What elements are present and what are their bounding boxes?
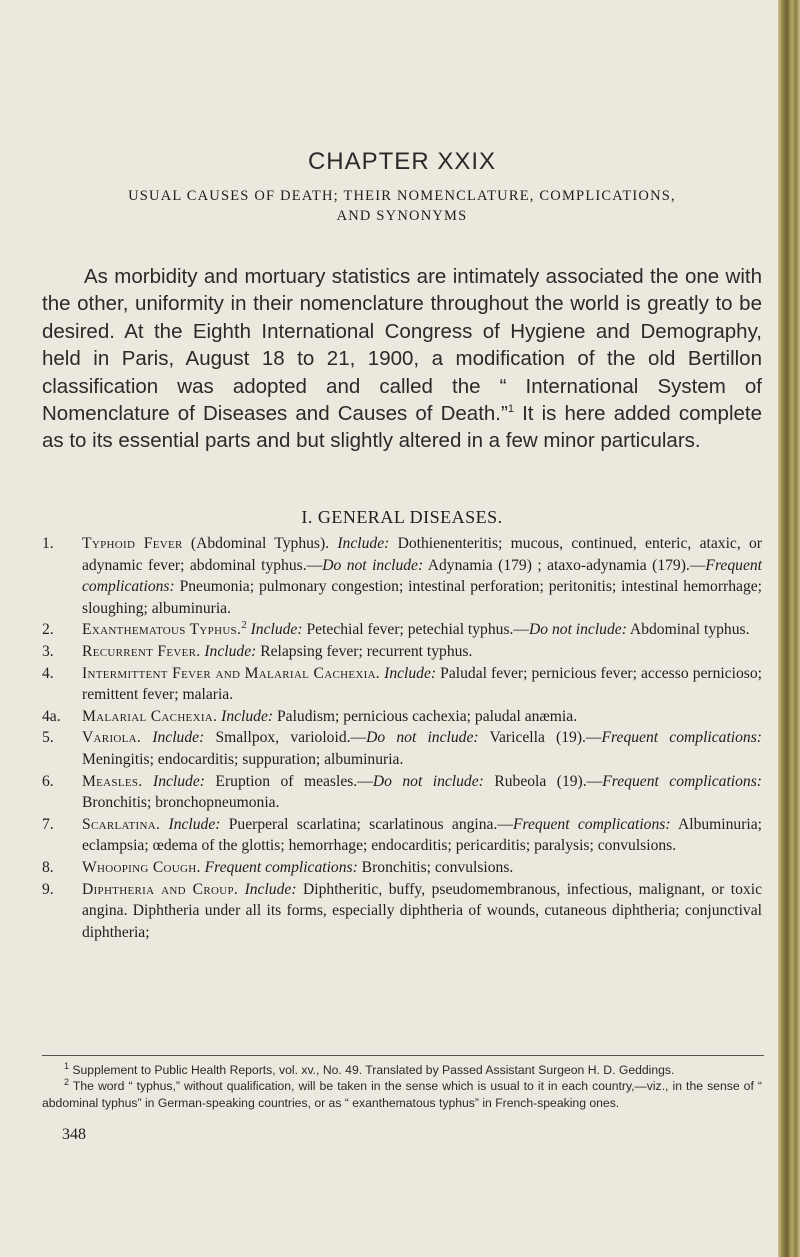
entry-text: Bronchitis; bronchopneumonia. [82,794,280,812]
entry-text: Abdominal typhus. [626,621,750,639]
entry-text: Bronchitis; convulsions. [357,858,514,876]
entry-text: Adynamia (179) ; ataxo-adynamia (179).— [423,556,706,574]
entry-number: 5. [42,729,54,747]
disease-name: Variola. [82,729,142,747]
chapter-subtitle [42,186,762,226]
disease-entry [42,663,762,706]
entry-label: Include: [337,535,390,552]
entry-text: Eruption of measles.— [204,772,373,790]
entry-number: 4. [42,664,54,682]
entry-label: Include: [250,621,303,639]
book-page [42,0,762,1257]
disease-name: Scarlatina. [82,815,161,833]
entry-text: Varicella (19).— [478,729,602,747]
disease-name: Malarial Cachexia. [82,707,218,725]
disease-name: Exanthematous Typhus. [82,621,242,639]
entry-number: 7. [42,815,54,833]
entry-label: Frequent complications: [82,556,763,596]
entry-label: Include: [168,815,221,833]
disease-entry [42,727,762,770]
entry-label: Include: [204,642,257,660]
entry-text: Rubeola (19).— [483,772,603,790]
page-number: 348 [62,1126,86,1143]
intro-text-continued: It is here added complete as to its essential parts and but slightly altered in a few minor particulars. [42,402,763,453]
entry-label: Do not include: [529,621,627,639]
intro-text: As morbidity and mortuary statistics are intimately associated the one with the other, uniformity in their nomenclature throughout the world is greatly to be desired. At the Eighth International Congress of Hygiene and Demography, held in Paris, August 18 to 21, 1900, a modification of the old Bertillon classification was adopted and called the “ International System of Nomenclature of Diseases and Causes of Death.” [42,265,762,426]
entry-text: Relapsing fever; recurrent typhus. [256,642,473,660]
disease-entry [42,706,762,728]
disease-entry [42,641,762,663]
footnote [42,1078,762,1111]
entry-label: Do not include: [366,729,479,747]
entry-text [141,729,152,746]
disease-entry [42,771,762,814]
entry-number: 1. [42,535,54,552]
disease-entry [42,814,762,857]
disease-entry [42,857,762,879]
entry-label: Include: [153,772,205,790]
entry-number: 4a. [42,707,61,725]
footnote-mark: 2 [64,1077,70,1088]
entry-label: Frequent complications: [204,858,358,876]
entry-text: Albuminuria; eclampsia; œdema of the glottis; hemorrhage; endocarditis; pericarditis; paralysis; convulsions. [82,815,762,855]
entry-number: 6. [42,772,54,790]
entry-label: Frequent complications: [512,815,671,833]
disease-name: Whooping Cough. [82,858,201,876]
footnote-mark: 1 [64,1060,70,1071]
footnotes [42,1062,762,1111]
entry-text [143,773,153,790]
entry-text: Paludism; pernicious cachexia; paludal anæmia. [273,707,578,725]
disease-name: Intermittent Fever and Malarial Cachexia. [82,664,381,682]
footnote-text: Supplement to Public Health Reports, vol. xv., No. 49. Translated by Passed Assistant Surgeon H. D. Geddings. [69,1063,675,1077]
disease-entry [42,879,762,944]
entry-label: Frequent complications: [602,772,762,790]
page-edge [778,0,800,1257]
entry-label: Frequent complications: [601,729,762,747]
disease-name: Measles. [82,772,143,790]
entry-number: 3. [42,642,54,660]
footnote-divider [42,1055,764,1056]
disease-entry [42,619,762,641]
entry-number: 2. [42,621,54,639]
intro-paragraph [42,263,762,455]
entry-text [160,816,168,833]
entry-text: (Abdominal Typhus). [182,535,338,552]
entry-text: Diphtheritic, buffy, pseudomembranous, infectious, malignant, or toxic angina. Diphtheria under all its forms, especially diphtheria of wounds, cutaneous diphtheria; conjunctival diphtheria; [82,880,762,941]
entry-text: Puerperal scarlatina; scarlatinous angina.— [220,815,513,833]
section-heading: I. GENERAL DISEASES. [301,507,503,527]
entry-text: Petechial fever; petechial typhus.— [302,621,530,639]
footnote [42,1062,762,1078]
entry-text: Smallpox, varioloid.— [204,729,367,747]
disease-entry [42,533,762,619]
chapter-title: CHAPTER XXIX [307,148,497,175]
entry-number: 8. [42,858,54,876]
disease-list [42,533,762,943]
entry-label: Do not include: [372,772,484,790]
entry-text: Pneumonia; pulmonary congestion; intestinal perforation; peritonitis; intestinal hemorrhage; sloughing; albuminuria. [82,578,762,617]
footnote-ref[interactable]: 2 [241,619,247,632]
entry-label: Include: [152,729,205,747]
entry-label: Include: [244,880,297,898]
entry-number: 9. [42,880,54,898]
footnote-ref[interactable]: 1 [507,403,514,416]
subtitle-line-2: AND SYNONYMS [336,208,468,224]
entry-label: Include: [384,664,437,682]
disease-name: Typhoid Fever [82,535,183,552]
entry-text: Paludal fever; pernicious fever; accesso pernicioso; remittent fever; malaria. [82,664,762,704]
footnote-text: The word “ typhus,” without qualification, will be taken in the sense which is usual to it in each country,—viz., in the sense of “ abdominal typhus” in German-speaking countries, or as “ exanthematous typhus” in French-speaking ones. [42,1079,762,1110]
entry-label: Do not include: [322,556,424,574]
disease-name: Recurrent Fever. [82,642,201,660]
disease-name: Diphtheria and Croup. [82,880,239,898]
entry-text: Dothienenteritis; mucous, continued, enteric, ataxic, or adynamic fever; abdominal typhus.— [82,535,763,574]
entry-text: Meningitis; endocarditis; suppuration; albuminuria. [82,750,404,768]
subtitle-line-1: USUAL CAUSES OF DEATH; THEIR NOMENCLATURE, COMPLICATIONS, [128,188,676,204]
entry-label: Include: [221,707,274,725]
